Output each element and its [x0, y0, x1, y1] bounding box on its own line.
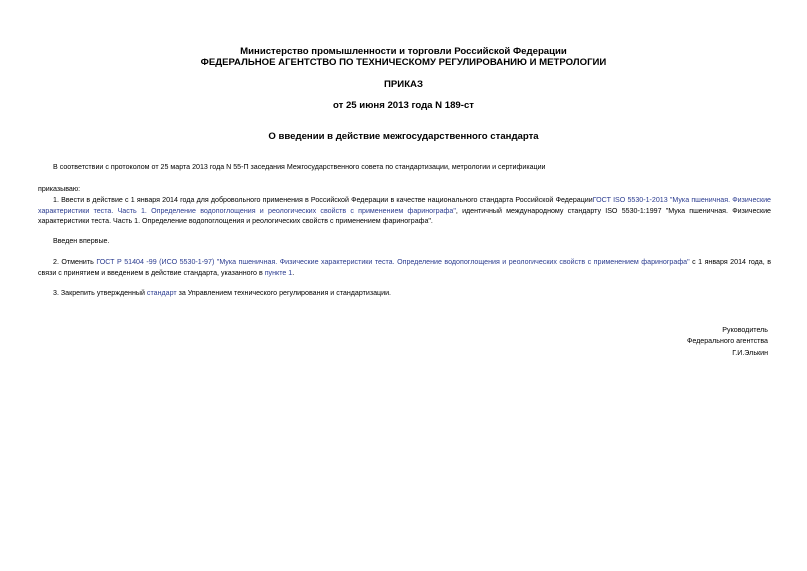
gost-r-51404-99-link[interactable]: ГОСТ Р 51404 -99 (ИСО 5530-1-97) "Мука пшеничная. Физические характеристики теста. Определение водопоглощения и реологических свойств с применением фаринографа"	[96, 258, 690, 266]
item-3-text-before: 3. Закрепить утвержденный	[53, 289, 147, 297]
signature-organization: Федерального агентства	[686, 337, 768, 345]
item-1-paragraph	[38, 195, 771, 227]
document-date-number: от 25 июня 2013 года N 189-ст	[332, 100, 474, 111]
introduced-first-note: Введен впервые.	[53, 237, 110, 245]
signature-name: Г.И.Элькин	[732, 349, 768, 357]
standard-link[interactable]: стандарт	[146, 289, 177, 297]
item-2-text-after: .	[292, 268, 295, 277]
item-2-text-mid: с 1 января 2014 года, в связи с принятием и введением в действие стандарта, указанного в	[38, 258, 771, 277]
preamble-paragraph: В соответствии с протоколом от 25 марта 2013 года N 55-П заседания Межгосударственного совета по стандартизации, метрологии и сертификации	[53, 163, 546, 171]
document-subject: О введении в действие межгосударственного стандарта	[268, 131, 539, 142]
ministry-heading: Министерство промышленности и торговли Российской Федерации	[240, 46, 567, 57]
signature-position: Руководитель	[722, 326, 768, 334]
gost-iso-5530-1-2013-link[interactable]: ГОСТ ISO 5530-1-2013 "Мука пшеничная. Физические характеристики теста. Часть 1. Определение водопоглощения и реологических свойств с применением фаринографа"	[38, 196, 771, 215]
agency-heading: ФЕДЕРАЛЬНОЕ АГЕНТСТВО ПО ТЕХНИЧЕСКОМУ РЕГУЛИРОВАНИЮ И МЕТРОЛОГИИ	[200, 57, 607, 68]
item-2-text-before: 2. Отменить	[53, 258, 97, 266]
item-1-text-after: , идентичный международному стандарту ISO 5530-1:1997 "Мука пшеничная. Физические характеристики теста. Часть 1. Определение водопоглощения и реологических свойств с применением фаринографа".	[38, 206, 771, 225]
document-type: ПРИКАЗ	[384, 79, 423, 90]
item-2-paragraph	[38, 257, 771, 278]
clause-1-link[interactable]: пункте 1	[264, 268, 293, 277]
item-3-text-after: за Управлением технического регулирования и стандартизации.	[176, 289, 392, 297]
item-1-text-before: 1. Ввести в действие с 1 января 2014 года для добровольного применения в Российской Федерации в качестве национального стандарта Российской Федерации	[53, 196, 593, 204]
order-word: приказываю:	[38, 185, 81, 193]
item-3-paragraph	[38, 288, 771, 299]
